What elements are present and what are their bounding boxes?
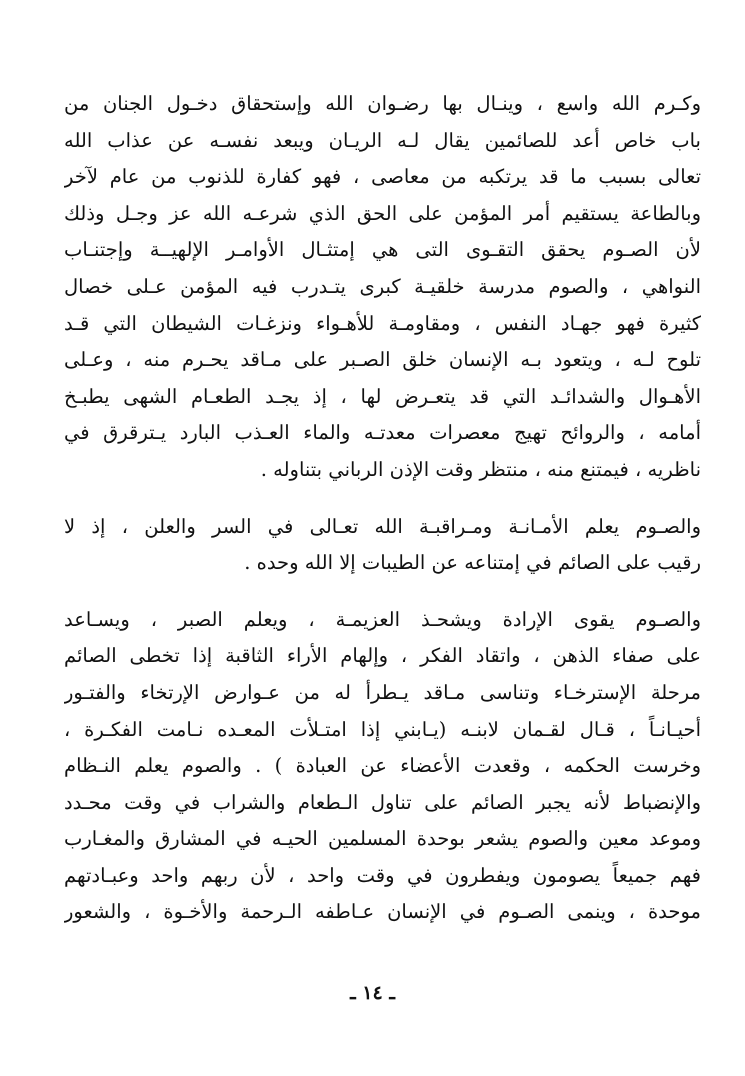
text-line: النواهي ، والصوم مدرسة خلقيـة كبرى يتـدرب فيه المؤمن عـلى خصال [64,274,701,298]
body-text [64,86,701,931]
text-line: مرحلة الإسترخـاء وتناسى مـاقد يـطرأ له من عـوارض الإرتخاء والفتـور [64,680,701,704]
text-line: تعالى بسبب ما قد يرتكبه من معاصى ، فهو كفارة للذنوب من عام لآخر [64,165,701,189]
text-line: رقيب على الصائم في إمتناعه عن الطيبات إلا الله وحده . [244,551,701,575]
text-line: ناظريه ، فيمتنع منه ، منتظر وقت الإذن الرباني بتناوله . [260,457,701,481]
text-line: لأن الصـوم يحقق التقـوى التى هي إمتثـال الأوامـر الإلهيــة وإجتنـاب [64,238,701,262]
text-line: أمامه ، والروائح تهيج معصرات معدتـه والماء العـذب البارد يـترقرق في [64,421,701,445]
page-number: ـ ١٤ ـ [350,982,395,1004]
text-line: والصـوم يقوى الإرادة ويشحـذ العزيمـة ، ويعلم الصبر ، ويسـاعد [64,607,701,631]
text-line: الأهـوال والشدائـد التي قد يتعـرض لها ، إذ يجـد الطعـام الشهى يطبـخ [64,384,701,408]
text-line: وكـرم الله واسع ، وينـال بها رضـوان الله وإستحقاق دخـول الجنان من [64,92,701,115]
paragraph-spacer [64,582,701,602]
text-line: تلوح لـه ، ويتعود بـه الإنسان خلق الصـبر على مـاقد يحـرم منه ، وعـلى [64,348,701,372]
text-line: وبالطاعة يستقيم أمر المؤمن على الحق الذي شرعـه الله عز وجـل وذلك [64,201,701,225]
text-line: والإنضباط لأنه يجبر الصائم على تناول الـطعام والشراب في وقت محـدد [64,790,701,814]
text-line: على صفاء الذهن ، واتقاد الفكر ، وإلهام الأراء الثاقبة إذا تخطى الصائم [64,644,701,668]
text-line: كثيرة فهو جهـاد النفس ، ومقاومـة للأهـواء ونزغـات الشيطان التي قـد [64,311,701,335]
text-line: موحدة ، وينمى الصـوم في الإنسان عـاطفه الـرحمة والأخـوة ، والشعور [64,900,701,924]
text-line: فهم جميعاً يصومون ويفطرون في وقت واحد ، لأن ربهم واحد وعبـادتهم [64,863,701,887]
paragraph-spacer [64,489,701,509]
paragraph-3 [64,602,701,931]
text-line: والصـوم يعلم الأمـانـة ومـراقبـة الله تعـالى في السر والعلن ، إذ لا [64,514,701,538]
paragraph-1 [64,86,701,489]
paragraph-2 [64,509,701,582]
text-line: أحيـانـاً ، قـال لقـمان لابنـه (يـابني إذا امتـلأت المعـده نـامت الفكـرة ، [64,717,701,741]
text-line: باب خاص أعد للصائمين يقال لـه الريـان ويبعد نفسـه عن عذاب الله [64,128,701,152]
text-line: وخرست الحكمه ، وقعدت الأعضاء عن العبادة ) . والصوم يعلم النـظام [64,754,701,778]
text-line: وموعد معين والصوم يشعر بوحدة المسلمين الحيـه في المشارق والمغـارب [64,827,701,851]
